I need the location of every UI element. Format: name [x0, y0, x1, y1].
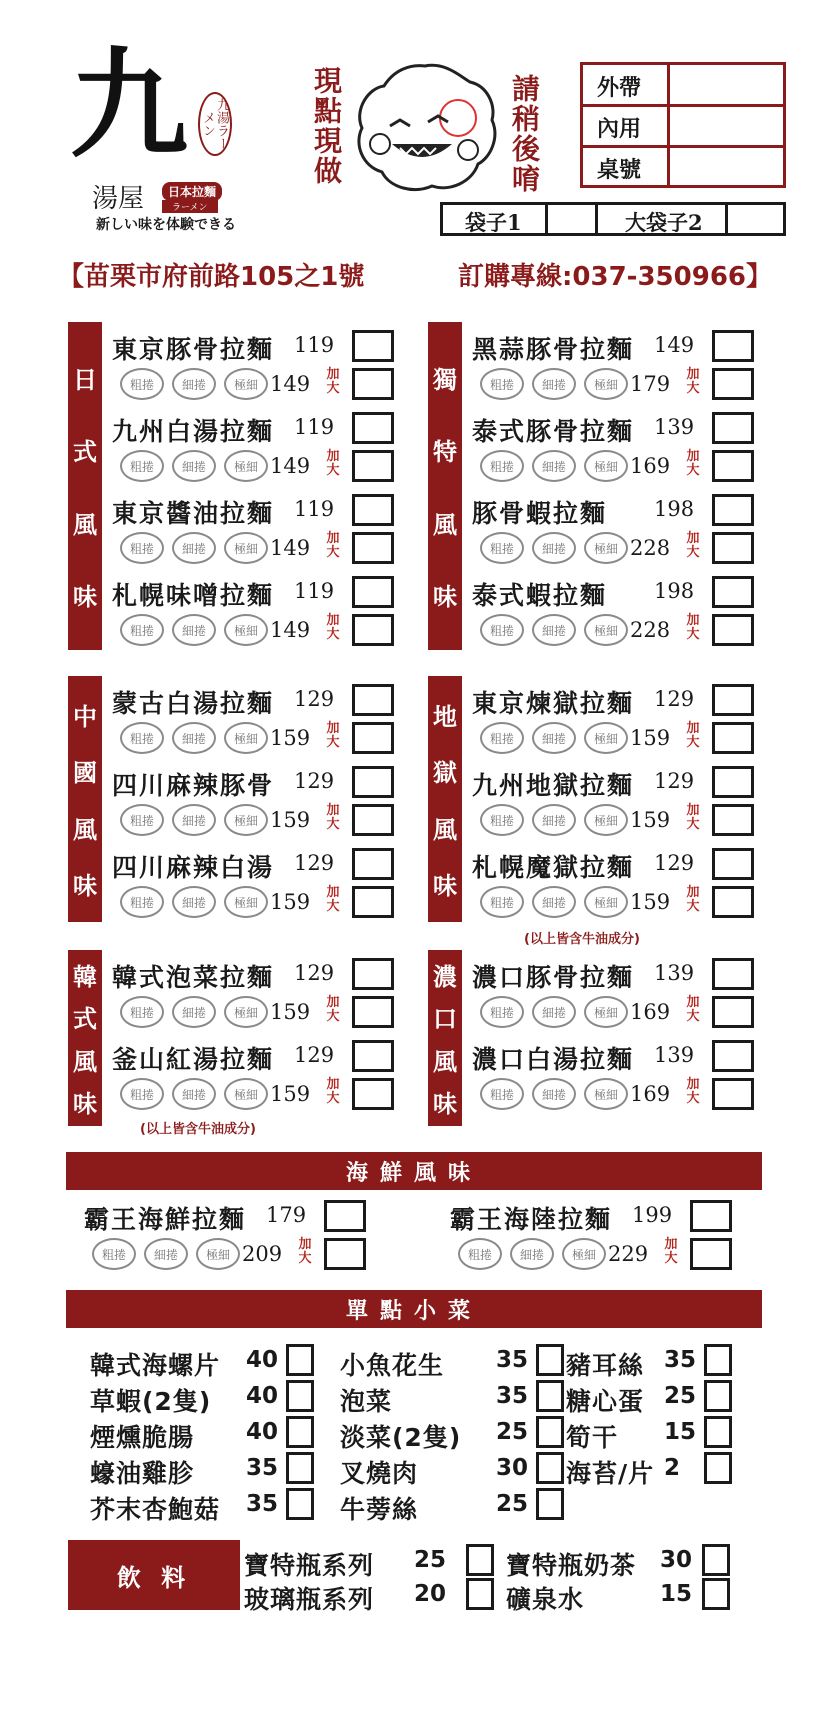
logo-badge: 九湯ラーメン: [198, 92, 232, 156]
noodle-option-0[interactable]: 粗捲: [120, 532, 164, 564]
sides-band: 單點小菜: [66, 1290, 762, 1328]
item-price: 199: [632, 1203, 673, 1227]
large-label: 加大: [686, 885, 700, 914]
noodle-option-0[interactable]: 粗捲: [480, 614, 524, 646]
item-checkbox[interactable]: [712, 1040, 754, 1072]
item-large-checkbox[interactable]: [352, 368, 394, 400]
side-name: 泡菜: [340, 1387, 393, 1416]
noodle-option-2[interactable]: 極細: [224, 804, 268, 836]
noodle-option-2[interactable]: 極細: [584, 1078, 628, 1110]
item-name: 豚骨蝦拉麵: [472, 499, 608, 528]
side-checkbox[interactable]: [704, 1344, 732, 1376]
item-large-checkbox[interactable]: [712, 450, 754, 482]
item-name: 九州白湯拉麵: [112, 417, 275, 446]
item-checkbox[interactable]: [712, 958, 754, 990]
large-label: 加大: [664, 1237, 678, 1266]
item-name: 東京醬油拉麵: [112, 499, 275, 528]
section-title-bar: [68, 676, 102, 922]
bag-row: [440, 202, 786, 236]
section-title-bar: [428, 676, 462, 922]
item-checkbox[interactable]: [352, 412, 394, 444]
side-price: 35: [246, 1455, 279, 1481]
noodle-option-1[interactable]: 細捲: [172, 1078, 216, 1110]
drink-checkbox[interactable]: [702, 1578, 730, 1610]
section-title-char: 味: [433, 871, 457, 900]
item-large-checkbox[interactable]: [352, 886, 394, 918]
noodle-option-2[interactable]: 極細: [584, 450, 628, 482]
item-price-large: 159: [270, 726, 311, 750]
large-label: 加大: [326, 367, 340, 396]
section-title-char: 國: [73, 759, 97, 788]
side-checkbox[interactable]: [704, 1452, 732, 1484]
item-price: 129: [294, 1043, 335, 1067]
item-price: 139: [654, 415, 695, 439]
item-large-checkbox[interactable]: [690, 1238, 732, 1270]
item-large-checkbox[interactable]: [712, 1078, 754, 1110]
side-checkbox[interactable]: [536, 1344, 564, 1376]
order-label-table: 桌號: [597, 157, 642, 183]
item-name: 蒙古白湯拉麵: [112, 689, 275, 718]
section-note: (以上皆含牛油成分): [524, 932, 640, 947]
section-title-char: 濃: [433, 963, 457, 992]
logo-sub: ラーメン: [162, 200, 218, 213]
side-name: 叉燒肉: [340, 1459, 419, 1488]
side-price: 40: [246, 1419, 279, 1445]
side-price: 40: [246, 1383, 279, 1409]
item-price-large: 149: [270, 372, 311, 396]
noodle-option-1[interactable]: 細捲: [172, 722, 216, 754]
item-checkbox[interactable]: [712, 684, 754, 716]
item-price: 119: [294, 333, 335, 357]
noodle-option-0[interactable]: 粗捲: [120, 886, 164, 918]
drink-price: 25: [414, 1547, 447, 1573]
order-type-table: [580, 62, 786, 188]
noodle-option-0[interactable]: 粗捲: [120, 1078, 164, 1110]
item-large-checkbox[interactable]: [352, 532, 394, 564]
item-price-large: 169: [630, 1082, 671, 1106]
noodle-option-2[interactable]: 極細: [224, 450, 268, 482]
large-label: 加大: [326, 995, 340, 1024]
item-price: 119: [294, 497, 335, 521]
item-price-large: 159: [270, 1000, 311, 1024]
section-title-char: 獄: [433, 759, 457, 788]
section-title-bar: [428, 950, 462, 1126]
item-large-checkbox[interactable]: [352, 614, 394, 646]
noodle-option-2[interactable]: 極細: [224, 722, 268, 754]
noodle-option-1[interactable]: 細捲: [532, 722, 576, 754]
side-price: 40: [246, 1347, 279, 1373]
bag2-field[interactable]: [725, 202, 783, 236]
order-label-takeout: 外帶: [597, 75, 642, 101]
section-title-char: 日: [73, 365, 97, 394]
item-price: 119: [294, 415, 335, 439]
noodle-option-2[interactable]: 極細: [224, 886, 268, 918]
section-title-char: 味: [433, 583, 457, 612]
section-title-char: 風: [73, 510, 97, 539]
item-price: 119: [294, 579, 335, 603]
side-checkbox[interactable]: [286, 1488, 314, 1520]
item-large-checkbox[interactable]: [352, 804, 394, 836]
section-title-char: 獨: [433, 365, 457, 394]
side-price: 35: [664, 1347, 697, 1373]
item-price: 129: [654, 687, 695, 711]
noodle-option-0[interactable]: 粗捲: [120, 996, 164, 1028]
drink-price: 15: [660, 1581, 693, 1607]
noodle-option-1[interactable]: 細捲: [532, 886, 576, 918]
section-title-bar: [68, 322, 102, 650]
side-price: 2: [664, 1455, 681, 1481]
tagline: 新しい味を体験できる: [96, 217, 236, 233]
section-title-char: 韓: [73, 963, 97, 992]
noodle-option-2[interactable]: 極細: [584, 614, 628, 646]
item-large-checkbox[interactable]: [712, 614, 754, 646]
noodle-option-1[interactable]: 細捲: [532, 532, 576, 564]
noodle-option-1[interactable]: 細捲: [172, 368, 216, 400]
item-name: 霸王海陸拉麵: [450, 1205, 613, 1234]
noodle-option-2[interactable]: 極細: [584, 368, 628, 400]
slogan-left: 現點現做: [310, 66, 343, 186]
section-title-char: 口: [433, 1005, 457, 1034]
item-price-large: 149: [270, 536, 311, 560]
large-label: 加大: [326, 531, 340, 560]
logo-brand: 湯屋: [92, 184, 145, 214]
section-note: (以上皆含牛油成分): [140, 1122, 256, 1137]
section-title-char: 中: [73, 703, 97, 732]
side-checkbox[interactable]: [286, 1344, 314, 1376]
large-label: 加大: [686, 995, 700, 1024]
side-name: 海苔/片: [566, 1459, 655, 1488]
item-checkbox[interactable]: [352, 494, 394, 526]
item-price-large: 159: [270, 808, 311, 832]
noodle-option-2[interactable]: 極細: [224, 996, 268, 1028]
noodle-option-1[interactable]: 細捲: [532, 804, 576, 836]
noodle-option-1[interactable]: 細捲: [172, 996, 216, 1028]
logo: [70, 35, 280, 233]
item-large-checkbox[interactable]: [712, 804, 754, 836]
noodle-option-2[interactable]: 極細: [562, 1238, 606, 1270]
item-name: 四川麻辣白湯: [112, 853, 275, 882]
side-checkbox[interactable]: [286, 1380, 314, 1412]
large-label: 加大: [326, 885, 340, 914]
large-label: 加大: [298, 1237, 312, 1266]
logo-char: 九: [70, 35, 189, 174]
noodle-option-2[interactable]: 極細: [196, 1238, 240, 1270]
drink-name: 寶特瓶系列: [244, 1551, 375, 1580]
section-title-char: 地: [433, 703, 457, 732]
noodle-option-1[interactable]: 細捲: [172, 886, 216, 918]
side-price: 25: [496, 1419, 529, 1445]
seafood-band: 海鮮風味: [66, 1152, 762, 1190]
noodle-option-2[interactable]: 極細: [584, 722, 628, 754]
item-name: 濃口白湯拉麵: [472, 1045, 635, 1074]
noodle-option-0[interactable]: 粗捲: [120, 368, 164, 400]
side-checkbox[interactable]: [286, 1416, 314, 1448]
drinks-label: 飲 料: [68, 1540, 240, 1610]
noodle-option-0[interactable]: 粗捲: [480, 450, 524, 482]
item-price-large: 169: [630, 454, 671, 478]
side-price: 35: [246, 1491, 279, 1517]
item-large-checkbox[interactable]: [712, 368, 754, 400]
large-label: 加大: [686, 367, 700, 396]
bag1-field[interactable]: [545, 202, 595, 236]
noodle-option-1[interactable]: 細捲: [510, 1238, 554, 1270]
item-name: 黑蒜豚骨拉麵: [472, 335, 635, 364]
noodle-option-0[interactable]: 粗捲: [120, 722, 164, 754]
side-name: 牛蒡絲: [340, 1495, 419, 1524]
item-large-checkbox[interactable]: [712, 722, 754, 754]
large-label: 加大: [326, 449, 340, 478]
side-name: 芥末杏鮑菇: [90, 1495, 221, 1524]
item-price-large: 149: [270, 454, 311, 478]
side-checkbox[interactable]: [286, 1452, 314, 1484]
section-title-char: 特: [433, 438, 457, 467]
noodle-option-0[interactable]: 粗捲: [92, 1238, 136, 1270]
item-checkbox[interactable]: [712, 494, 754, 526]
noodle-option-0[interactable]: 粗捲: [480, 368, 524, 400]
item-name: 霸王海鮮拉麵: [84, 1205, 247, 1234]
item-price-large: 209: [242, 1242, 283, 1266]
item-name: 泰式豚骨拉麵: [472, 417, 635, 446]
item-price-large: 228: [630, 536, 671, 560]
item-checkbox[interactable]: [690, 1200, 732, 1232]
large-label: 加大: [326, 1077, 340, 1106]
item-name: 韓式泡菜拉麵: [112, 963, 275, 992]
item-checkbox[interactable]: [352, 766, 394, 798]
section-title-bar: [68, 950, 102, 1126]
item-price: 149: [654, 333, 695, 357]
item-checkbox[interactable]: [712, 848, 754, 880]
section-title-char: 味: [73, 1089, 97, 1118]
drink-price: 30: [660, 1547, 693, 1573]
item-price: 129: [654, 851, 695, 875]
item-checkbox[interactable]: [324, 1200, 366, 1232]
item-price: 129: [654, 769, 695, 793]
item-price: 129: [294, 769, 335, 793]
noodle-option-1[interactable]: 細捲: [532, 1078, 576, 1110]
noodle-option-0[interactable]: 粗捲: [480, 804, 524, 836]
side-price: 30: [496, 1455, 529, 1481]
item-price: 129: [294, 851, 335, 875]
drink-name: 寶特瓶奶茶: [506, 1551, 637, 1580]
item-name: 泰式蝦拉麵: [472, 581, 608, 610]
large-label: 加大: [686, 449, 700, 478]
side-name: 蠔油雞胗: [90, 1459, 195, 1488]
order-label-dinein: 內用: [597, 116, 642, 142]
item-name: 東京煉獄拉麵: [472, 689, 635, 718]
item-checkbox[interactable]: [352, 958, 394, 990]
section-title-char: 風: [73, 1047, 97, 1076]
item-price-large: 228: [630, 618, 671, 642]
order-hotline: 訂購專線:037-350966】: [458, 262, 773, 292]
noodle-option-0[interactable]: 粗捲: [120, 450, 164, 482]
item-price: 139: [654, 1043, 695, 1067]
side-checkbox[interactable]: [536, 1416, 564, 1448]
drink-name: 礦泉水: [506, 1585, 585, 1614]
item-large-checkbox[interactable]: [712, 886, 754, 918]
side-price: 35: [496, 1383, 529, 1409]
side-name: 淡菜(2隻): [340, 1423, 462, 1452]
side-name: 筍干: [566, 1423, 619, 1452]
noodle-option-1[interactable]: 細捲: [532, 368, 576, 400]
side-checkbox[interactable]: [536, 1488, 564, 1520]
side-name: 糖心蛋: [566, 1387, 645, 1416]
bag2-label: 大袋子2: [625, 210, 703, 235]
noodle-option-2[interactable]: 極細: [224, 368, 268, 400]
side-checkbox[interactable]: [704, 1380, 732, 1412]
item-large-checkbox[interactable]: [712, 996, 754, 1028]
large-label: 加大: [686, 1077, 700, 1106]
section-title-char: 風: [433, 510, 457, 539]
large-label: 加大: [326, 803, 340, 832]
item-name: 四川麻辣豚骨: [112, 771, 275, 800]
noodle-option-1[interactable]: 細捲: [172, 614, 216, 646]
noodle-option-0[interactable]: 粗捲: [480, 1078, 524, 1110]
noodle-option-1[interactable]: 細捲: [144, 1238, 188, 1270]
noodle-option-1[interactable]: 細捲: [532, 450, 576, 482]
section-title-bar: [428, 322, 462, 650]
item-name: 札幌味噌拉麵: [112, 581, 275, 610]
item-price-large: 159: [630, 808, 671, 832]
item-price: 179: [266, 1203, 307, 1227]
item-large-checkbox[interactable]: [712, 532, 754, 564]
slogan-right: 請稍後唷: [508, 74, 541, 194]
noodle-option-2[interactable]: 極細: [584, 886, 628, 918]
noodle-option-0[interactable]: 粗捲: [458, 1238, 502, 1270]
item-large-checkbox[interactable]: [324, 1238, 366, 1270]
drink-checkbox[interactable]: [702, 1544, 730, 1576]
side-name: 豬耳絲: [566, 1351, 645, 1380]
section-title-char: 式: [73, 438, 97, 467]
side-name: 韓式海螺片: [90, 1351, 221, 1380]
item-price-large: 159: [270, 1082, 311, 1106]
item-large-checkbox[interactable]: [352, 450, 394, 482]
item-price-large: 229: [608, 1242, 649, 1266]
section-title-char: 式: [73, 1005, 97, 1034]
noodle-option-0[interactable]: 粗捲: [480, 532, 524, 564]
large-label: 加大: [326, 613, 340, 642]
noodle-option-1[interactable]: 細捲: [172, 532, 216, 564]
bag1-label: 袋子1: [465, 210, 522, 235]
noodle-option-2[interactable]: 極細: [224, 614, 268, 646]
takeout-field[interactable]: [673, 68, 781, 102]
item-checkbox[interactable]: [352, 848, 394, 880]
drink-name: 玻璃瓶系列: [244, 1585, 375, 1614]
noodle-option-0[interactable]: 粗捲: [480, 996, 524, 1028]
mascot-icon: [350, 58, 500, 198]
item-price-large: 159: [630, 726, 671, 750]
item-price-large: 159: [630, 890, 671, 914]
item-large-checkbox[interactable]: [352, 1078, 394, 1110]
noodle-option-2[interactable]: 極細: [584, 996, 628, 1028]
item-name: 東京豚骨拉麵: [112, 335, 275, 364]
item-price: 198: [654, 497, 695, 521]
item-large-checkbox[interactable]: [352, 996, 394, 1028]
item-large-checkbox[interactable]: [352, 722, 394, 754]
noodle-option-1[interactable]: 細捲: [172, 450, 216, 482]
section-title-char: 味: [433, 1089, 457, 1118]
side-name: 小魚花生: [340, 1351, 445, 1380]
side-checkbox[interactable]: [536, 1380, 564, 1412]
item-price-large: 169: [630, 1000, 671, 1024]
side-name: 草蝦(2隻): [90, 1387, 212, 1416]
item-price: 139: [654, 961, 695, 985]
noodle-option-0[interactable]: 粗捲: [120, 804, 164, 836]
large-label: 加大: [686, 803, 700, 832]
noodle-option-0[interactable]: 粗捲: [120, 614, 164, 646]
item-checkbox[interactable]: [352, 576, 394, 608]
large-label: 加大: [326, 721, 340, 750]
item-checkbox[interactable]: [712, 576, 754, 608]
side-price: 25: [664, 1383, 697, 1409]
table-number-field[interactable]: [673, 150, 781, 184]
section-title-char: 風: [433, 1047, 457, 1076]
item-price-large: 159: [270, 890, 311, 914]
side-price: 35: [496, 1347, 529, 1373]
noodle-option-2[interactable]: 極細: [584, 532, 628, 564]
item-name: 九州地獄拉麵: [472, 771, 635, 800]
section-title-char: 風: [73, 815, 97, 844]
item-checkbox[interactable]: [352, 684, 394, 716]
noodle-option-2[interactable]: 極細: [224, 1078, 268, 1110]
noodle-option-1[interactable]: 細捲: [532, 996, 576, 1028]
item-name: 釜山紅湯拉麵: [112, 1045, 275, 1074]
dinein-field[interactable]: [673, 109, 781, 143]
noodle-option-1[interactable]: 細捲: [172, 804, 216, 836]
noodle-option-1[interactable]: 細捲: [532, 614, 576, 646]
noodle-option-2[interactable]: 極細: [224, 532, 268, 564]
item-price-large: 149: [270, 618, 311, 642]
item-checkbox[interactable]: [712, 766, 754, 798]
drink-checkbox[interactable]: [466, 1578, 494, 1610]
logo-tag: 日本拉麵: [162, 182, 222, 201]
item-price: 129: [294, 687, 335, 711]
large-label: 加大: [686, 531, 700, 560]
drink-checkbox[interactable]: [466, 1544, 494, 1576]
item-price: 198: [654, 579, 695, 603]
item-checkbox[interactable]: [352, 330, 394, 362]
side-checkbox[interactable]: [704, 1416, 732, 1448]
section-title-char: 味: [73, 583, 97, 612]
item-checkbox[interactable]: [712, 412, 754, 444]
large-label: 加大: [686, 613, 700, 642]
item-price-large: 179: [630, 372, 671, 396]
item-price: 129: [294, 961, 335, 985]
item-checkbox[interactable]: [712, 330, 754, 362]
item-name: 札幌魔獄拉麵: [472, 853, 635, 882]
section-title-char: 味: [73, 871, 97, 900]
noodle-option-0[interactable]: 粗捲: [480, 886, 524, 918]
side-name: 煙燻脆腸: [90, 1423, 195, 1452]
large-label: 加大: [686, 721, 700, 750]
item-checkbox[interactable]: [352, 1040, 394, 1072]
section-title-char: 風: [433, 815, 457, 844]
noodle-option-2[interactable]: 極細: [584, 804, 628, 836]
noodle-option-0[interactable]: 粗捲: [480, 722, 524, 754]
item-name: 濃口豚骨拉麵: [472, 963, 635, 992]
address: 【苗栗市府前路105之1號: [58, 262, 365, 292]
drink-price: 20: [414, 1581, 447, 1607]
side-price: 15: [664, 1419, 697, 1445]
side-price: 25: [496, 1491, 529, 1517]
side-checkbox[interactable]: [536, 1452, 564, 1484]
